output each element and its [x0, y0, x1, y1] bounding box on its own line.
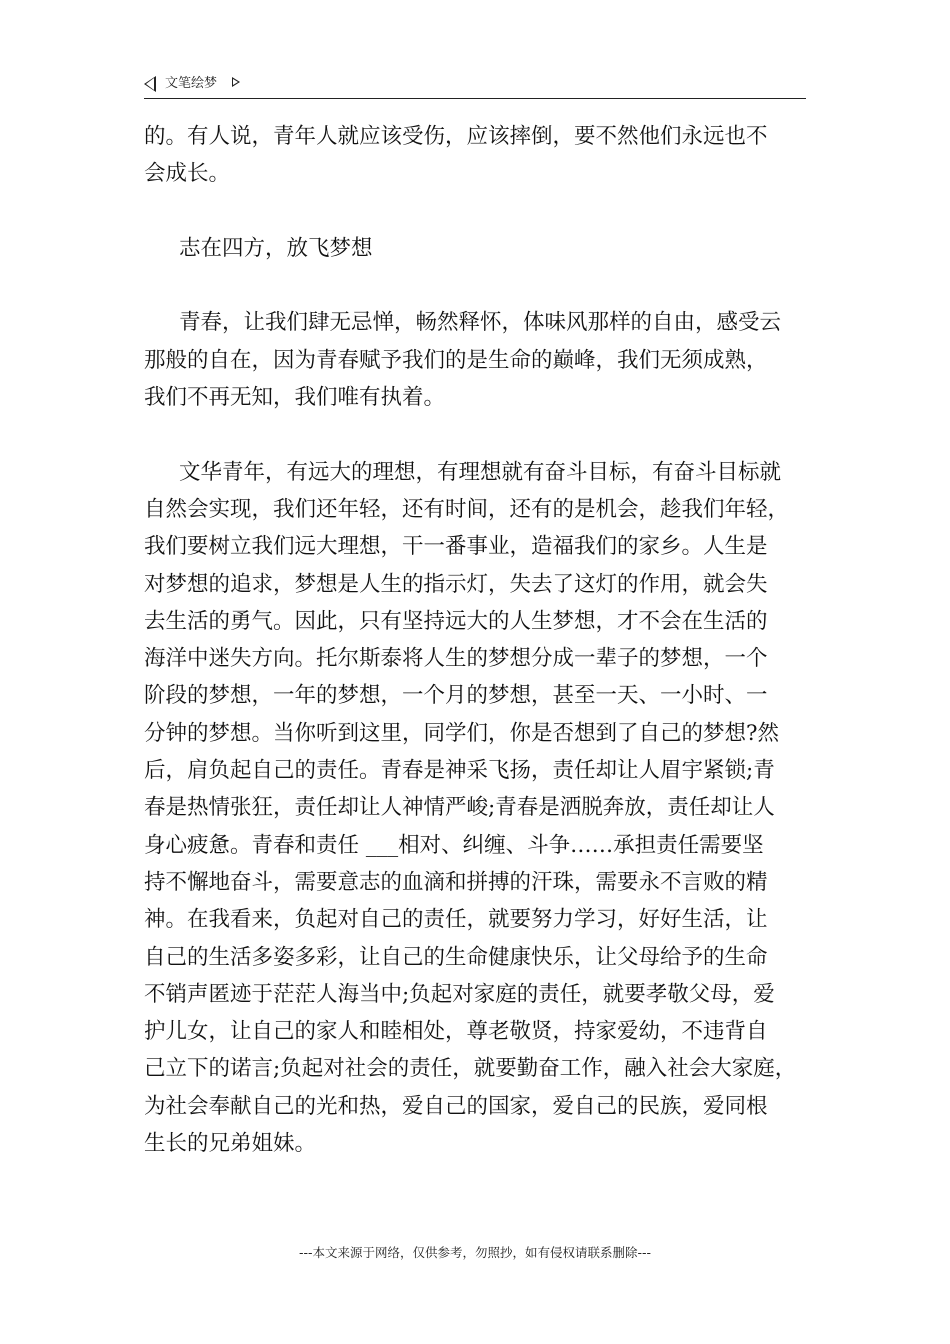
- text-line: 自己的生活多姿多彩，让自己的生命健康快乐，让父母给予的生命: [144, 944, 768, 970]
- text-line: 对梦想的追求，梦想是人生的指示灯，失去了这灯的作用，就会失: [144, 571, 768, 597]
- header-title: 文笔绘梦: [165, 76, 218, 91]
- page-header: [144, 72, 806, 99]
- footer-disclaimer: ---本文来源于网络，仅供参考，勿照抄，如有侵权请联系删除---: [298, 1245, 652, 1260]
- section-heading: 志在四方，放飞梦想: [179, 235, 373, 261]
- text-line: 己立下的诺言;负起对社会的责任，就要勤奋工作，融入社会大家庭，: [144, 1056, 797, 1082]
- right-triangle-icon: [232, 77, 240, 87]
- paragraph-gap: [144, 267, 808, 304]
- text-line: 身心疲惫。青春和责任 ___相对、纠缠、斗争……承担责任需要坚: [144, 832, 764, 858]
- text-line: 护儿女，让自己的家人和睦相处，尊老敬贤，持家爱幼，不违背自: [144, 1019, 768, 1045]
- text-line: 后，肩负起自己的责任。青春是神采飞扬，责任却让人眉宇紧锁;青: [144, 758, 775, 784]
- text-line: 阶段的梦想，一年的梦想，一个月的梦想，甚至一天、一小时、一: [144, 683, 768, 709]
- text-line: 会成长。: [144, 161, 231, 187]
- text-line: 那般的自在，因为青春赋予我们的是生命的巅峰，我们无须成熟，: [144, 347, 768, 373]
- text-line: 分钟的梦想。当你听到这里，同学们，你是否想到了自己的梦想?然: [144, 720, 780, 746]
- text-line: 文华青年，有远大的理想，有理想就有奋斗目标，有奋斗目标就: [179, 459, 782, 485]
- paragraph-gap: [144, 193, 808, 230]
- text-line: 海洋中迷失方向。托尔斯泰将人生的梦想分成一辈子的梦想，一个: [144, 646, 768, 672]
- text-line: 不销声匿迹于茫茫人海当中;负起对家庭的责任，就要孝敬父母，爱: [144, 981, 775, 1007]
- text-line: 为社会奉献自己的光和热，爱自己的国家，爱自己的民族，爱同根: [144, 1093, 768, 1119]
- text-line: 生长的兄弟姐妹。: [144, 1131, 317, 1157]
- paragraph-gap: [144, 416, 808, 453]
- text-line: 我们不再无知，我们唯有执着。: [144, 385, 446, 411]
- text-line: 青春，让我们肆无忌惮，畅然释怀，体味风那样的自由，感受云: [179, 310, 782, 336]
- left-triangle-icon: [144, 76, 156, 92]
- text-line: 神。在我看来，负起对自己的责任，就要努力学习，好好生活，让: [144, 907, 768, 933]
- text-line: 去生活的勇气。因此，只有坚持远大的人生梦想，才不会在生活的: [144, 608, 768, 634]
- text-line: 的。有人说，青年人就应该受伤，应该摔倒，要不然他们永远也不: [144, 124, 768, 149]
- text-line: 我们要树立我们远大理想，干一番事业，造福我们的家乡。人生是: [144, 534, 768, 560]
- text-line: 春是热情张狂，责任却让人神情严峻;青春是洒脱奔放，责任却让人: [144, 795, 775, 821]
- document-body: [144, 118, 808, 1162]
- text-line: 自然会实现，我们还年轻，还有时间，还有的是机会，趁我们年轻，: [144, 496, 790, 522]
- text-line: 持不懈地奋斗，需要意志的血滴和拼搏的汗珠，需要永不言败的精: [144, 869, 768, 895]
